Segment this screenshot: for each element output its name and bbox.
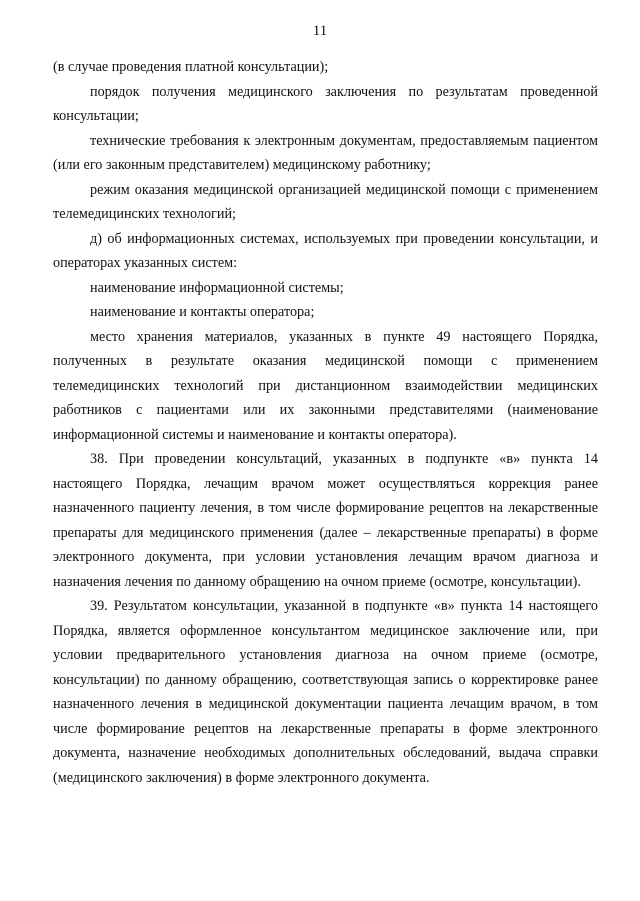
paragraph-clause-38: 38. При проведении консультаций, указанных в подпункте «в» пункта 14 настоящего Порядка, лечащим врачом может осуществляться коррекция ранее назначенного пациенту лечения, в том числе формирование рецептов на лекарственные препараты для медицинского применения (далее – лекарственные препараты) в форме электронного документа, при условии установления лечащим врачом диагноза и назначения лечения по данному обращению на очном приеме (осмотре, консультации). — [53, 451, 598, 590]
paragraph-clause-39: 39. Результатом консультации, указанной в подпункте «в» пункта 14 настоящего Порядка, является оформленное консультантом медицинское заключение или, при условии предварительного установления диагноза на очном приеме (осмотре, консультации) по данному обращению, соответствующая запись о корректировке ранее назначенного лечения в медицинской документации пациента лечащим врачом, в том числе формирование рецептов на лекарственные препараты в форме электронного документа, назначение необходимых дополнительных обследований, выдача справки (медицинского заключения) в форме электронного документа. — [53, 598, 598, 786]
paragraph-system-name: наименование информационной системы; — [90, 279, 344, 296]
paragraph-materials-storage: место хранения материалов, указанных в пункте 49 настоящего Порядка, полученных в результате оказания медицинской помощи с применением телемедицинских технологий при дистанционном взаимодействии медицинских работников с пациентами или их законными представителями (наименование информационной системы и наименование и контакты оператора). — [53, 328, 598, 443]
paragraph-operating-mode: режим оказания медицинской организацией медицинской помощи с применением телемедицинских технологий; — [53, 181, 598, 222]
paragraph-medical-conclusion-procedure: порядок получения медицинского заключения по результатам проведенной консультации; — [53, 83, 598, 124]
document-body — [53, 55, 598, 790]
paragraph-paid-consultation-tail: (в случае проведения платной консультации); — [53, 59, 329, 75]
paragraph-information-systems: д) об информационных системах, используемых при проведении консультации, и операторах указанных систем: — [53, 230, 598, 271]
paragraph-technical-requirements: технические требования к электронным документам, предоставляемым пациентом (или его законным представителем) медицинскому работнику; — [53, 132, 598, 173]
paragraph-operator-contacts: наименование и контакты оператора; — [90, 304, 315, 320]
page-number: 11 — [312, 23, 328, 39]
